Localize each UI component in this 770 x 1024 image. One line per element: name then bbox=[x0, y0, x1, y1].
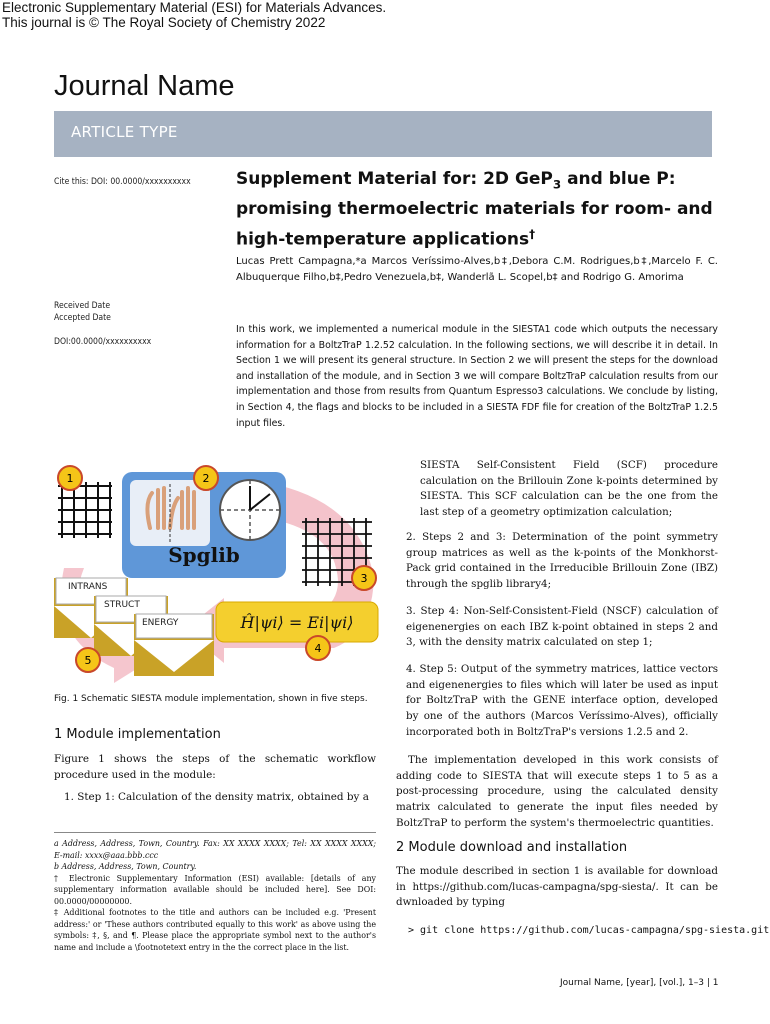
step1-continued: SIESTA Self-Consistent Field (SCF) procedure calculation on the Brillouin Zone k-points determined by SIESTA. This SCF calculation can be the one from the last step of a geometry optimization calculation; bbox=[420, 459, 718, 519]
accepted-date: Accepted Date bbox=[54, 313, 111, 323]
page-footer: Journal Name, [year], [vol.], 1–3 | 1 bbox=[560, 978, 719, 988]
esi-header bbox=[2, 0, 386, 30]
section1-intro: Figure 1 shows the steps of the schematic workflow procedure used in the module: bbox=[54, 753, 376, 781]
article-type-label: ARTICLE TYPE bbox=[71, 123, 178, 141]
footnotes bbox=[54, 838, 376, 953]
spglib-label: Spglib bbox=[168, 543, 240, 567]
footnote-dagger: † Electronic Supplementary Information (ESI) available: [details of any supplementary information available should be included here]. See DOI: 00.0000/00000000. bbox=[54, 873, 376, 906]
footnote-b: b Address, Address, Town, Country. bbox=[54, 862, 197, 871]
list-item-step3: 3. Step 4: Non-Self-Consistent-Field (NSCF) calculation of eigenenergies on each IBZ k-point obtained in steps 2 and 3, with the density matrix calculated on step 1; bbox=[406, 605, 718, 649]
svg-text:5: 5 bbox=[84, 654, 92, 667]
title-rest: and blue P: promising thermoelectric materials for room- and high-temperature applications bbox=[236, 169, 713, 251]
section2-heading: 2 Module download and installation bbox=[396, 840, 628, 855]
footnote-ddagger: ‡ Additional footnotes to the title and authors can be included e.g. 'Present address:' or 'These authors contributed equally to this work' as above using the symbols: ‡, §, and ¶. Please place the appropriate symbol next to the author's name and include a \footnotetext entry in the the correct place in the list. bbox=[54, 908, 376, 952]
svg-text:3: 3 bbox=[360, 572, 368, 585]
cite-this: Cite this: DOI: 00.0000/xxxxxxxxxx bbox=[54, 177, 191, 187]
svg-text:2: 2 bbox=[202, 472, 210, 485]
title-mark: † bbox=[529, 227, 536, 242]
list-item-step4: 4. Step 5: Output of the symmetry matrices, lattice vectors and eigenenergies to files which will later be used as input for BoltzTraP with the GENE interface option, developed by one of the authors (Marcos Veríssimo-Alves), officially incorporated both in BoltzTraP's versions 1.2.5 and 2. bbox=[406, 663, 718, 738]
implementation-paragraph: The implementation developed in this work consists of adding code to SIESTA that will execute steps 1 to 5 as a post-processing procedure, using the calculated density matrix calculated to generate the input files needed by BoltzTraP to perform the system's thermoelectric quantities. bbox=[396, 754, 718, 829]
journal-name: Journal Name bbox=[54, 70, 235, 102]
card-struct: STRUCT bbox=[104, 600, 140, 610]
received-date: Received Date bbox=[54, 301, 111, 311]
figure-caption: Fig. 1 Schematic SIESTA module implementation, shown in five steps. bbox=[54, 694, 368, 704]
step-badge-1 bbox=[58, 466, 82, 490]
title-subscript: 3 bbox=[552, 177, 562, 192]
card-intrans: INTRANS bbox=[68, 582, 108, 592]
authors: Lucas Prett Campagna,*a Marcos Veríssimo-Alves,b‡,Debora C.M. Rodrigues,b‡,Marcelo F. C. Albuquerque Filho,b‡,Pedro Venezuela,b‡, Wanderlã L. Scopel,b‡ and Rodrigo G. Amorima bbox=[236, 256, 718, 283]
step-badge-2 bbox=[194, 466, 218, 490]
step1-start: 1. Step 1: Calculation of the density matrix, obtained by a bbox=[64, 791, 369, 803]
right-column bbox=[396, 458, 718, 838]
svg-text:1: 1 bbox=[66, 472, 74, 485]
doi-label: DOI:00.0000/xxxxxxxxxx bbox=[54, 337, 152, 347]
schematic-figure bbox=[54, 458, 384, 686]
step-badge-3 bbox=[352, 566, 376, 590]
esi-line-1: Electronic Supplementary Material (ESI) for Materials Advances. bbox=[2, 0, 387, 15]
footnote-a: a Address, Address, Town, Country. Fax: XX XXXX XXXX; Tel: XX XXXX XXXX; E-mail: xxxx@aaa.bbb.ccc bbox=[54, 839, 376, 860]
list-item-step2: 2. Steps 2 and 3: Determination of the point symmetry group matrices as well as the k-points of the Monkhorst-Pack grid contained in the Irreducible Brillouin Zone (IBZ) through the spglib library4; bbox=[406, 531, 718, 591]
step-badge-4 bbox=[306, 636, 330, 660]
article-type-bar bbox=[54, 111, 712, 157]
section1-heading: 1 Module implementation bbox=[54, 727, 221, 742]
abstract: In this work, we implemented a numerical module in the SIESTA1 code which outputs the necessary information for a BoltzTraP 1.2.52 calculation. In the following sections, we will describe it in detail. In Section 1 we will present its general structure. In Section 2 we will present the steps for the download and installation of the module, and in Section 3 we will compare BoltzTraP calculation results from our implementation and those from results from Quantum Espresso3 calculations. We conclude by listing, in Section 4, the flags and blocks to be included in a SIESTA FDF file for creation of the BoltzTraP 1.2.5 input files. bbox=[236, 324, 718, 429]
footnote-rule bbox=[54, 832, 376, 833]
esi-line-2: This journal is © The Royal Society of Chemistry 2022 bbox=[2, 15, 326, 30]
card-energy: ENERGY bbox=[142, 618, 179, 628]
step-badge-5 bbox=[76, 648, 100, 672]
equation: Ĥ|ψi⟩ = Ei|ψi⟩ bbox=[240, 613, 354, 632]
title-main: Supplement Material for: 2D GeP bbox=[236, 169, 553, 189]
git-command: > git clone https://github.com/lucas-campagna/spg-siesta.git bbox=[408, 925, 770, 936]
paper-title bbox=[236, 167, 716, 253]
section2-text: The module described in section 1 is available for download in https://github.com/lucas-campagna/spg-siesta/. It can be dwnloaded by typing bbox=[396, 865, 718, 909]
svg-text:4: 4 bbox=[314, 642, 322, 655]
